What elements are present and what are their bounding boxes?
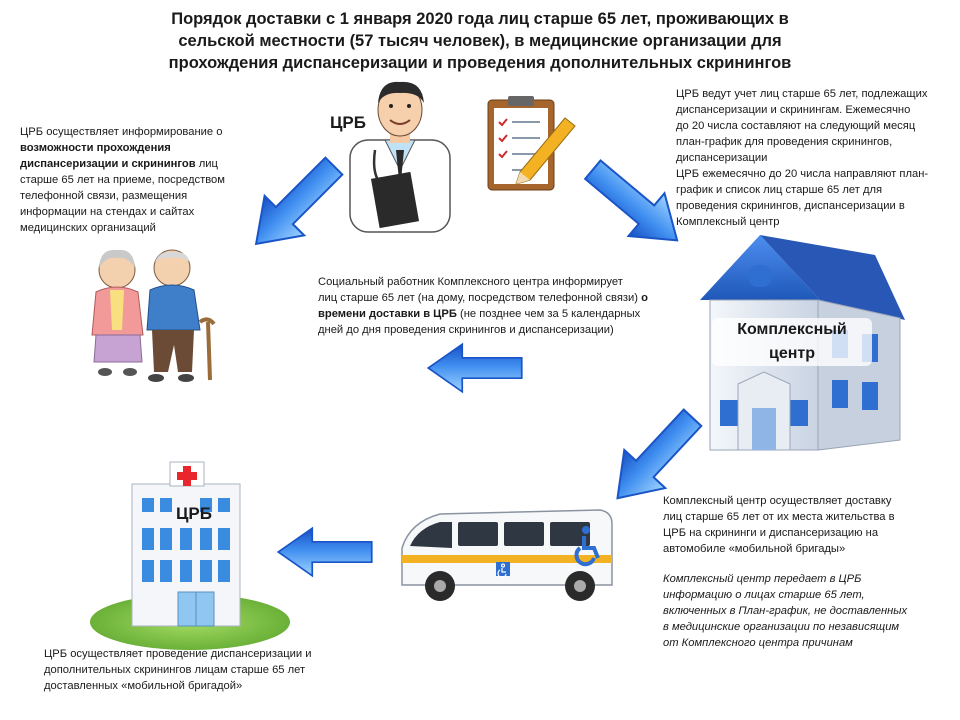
complex-center-label bbox=[712, 318, 872, 366]
complex-center-label-line-2: центр bbox=[768, 345, 815, 362]
middle-bold-span: времени доставки в ЦРБ bbox=[318, 308, 457, 320]
middle-block bbox=[318, 274, 688, 338]
title-line-3: прохождения диспансеризации и проведения дополнительных скринингов bbox=[168, 54, 792, 72]
left-info-line: телефонной связи, размещения bbox=[20, 190, 188, 202]
right-bottom-line: лиц старше 65 лет от их места жительства в bbox=[663, 511, 895, 523]
middle-bold-span: о bbox=[641, 292, 648, 304]
middle-span: лиц старше 65 лет (на дому, посредством телефонной связи) bbox=[318, 292, 642, 304]
bottom-left-line: дополнительных скринингов лицам старше 65 лет bbox=[44, 664, 306, 676]
bottom-left-line: ЦРБ осуществляет проведение диспансеризации и bbox=[44, 648, 312, 660]
spacer bbox=[663, 557, 953, 571]
left-info-line: старше 65 лет на приеме, посредством bbox=[20, 174, 225, 186]
middle-line: Социальный работник Комплексного центра информирует bbox=[318, 276, 623, 288]
arrow-van-to-crb bbox=[278, 528, 372, 576]
left-info-block bbox=[20, 124, 260, 236]
complex-center-label-line-1: Комплексный bbox=[737, 321, 847, 338]
bottom-left-block bbox=[44, 646, 364, 694]
title-line-1: Порядок доставки с 1 января 2020 года лиц старше 65 лет, проживающих в bbox=[171, 10, 789, 28]
middle-span: (не позднее чем за 5 календарных bbox=[456, 308, 641, 320]
right-bottom-line: Комплексный центр осуществляет доставку bbox=[663, 495, 892, 507]
crb-label-top: ЦРБ bbox=[330, 113, 366, 132]
right-top-line: проведения скринингов, диспансеризации в bbox=[676, 200, 905, 212]
crb-label-bottom: ЦРБ bbox=[176, 504, 212, 523]
clipboard-illustration bbox=[488, 96, 575, 190]
middle-line bbox=[318, 306, 688, 322]
left-info-bold-line: возможности прохождения bbox=[20, 142, 171, 154]
right-top-line: Комплексный центр bbox=[676, 216, 780, 228]
title-line-2: сельской местности (57 тысяч человек), в медицинские организации для bbox=[178, 32, 782, 50]
right-bottom-block bbox=[663, 493, 953, 651]
middle-line bbox=[318, 290, 688, 306]
bottom-left-line: доставленных «мобильной бригадой» bbox=[44, 680, 243, 692]
right-top-line: ЦРБ ежемесячно до 20 числа направляют план- bbox=[676, 168, 929, 180]
right-bottom-italic-line: в медицинские организации по независящим bbox=[663, 621, 900, 633]
middle-line: дней до дня проведения скринингов и диспансеризации) bbox=[318, 324, 614, 336]
right-top-line: до 20 числа составляют на следующий месяц bbox=[676, 120, 916, 132]
right-top-line: диспансеризации и скринингам. Ежемесячно bbox=[676, 104, 911, 116]
right-top-line: план-график для проведения скринингов, bbox=[676, 136, 893, 148]
left-info-line: ЦРБ осуществляет информирование о bbox=[20, 126, 223, 138]
mobile-brigade-van bbox=[402, 510, 612, 601]
right-top-line: ЦРБ ведут учет лиц старше 65 лет, подлежащих bbox=[676, 88, 928, 100]
left-info-bold-span: диспансеризации и скринингов bbox=[20, 158, 196, 170]
left-info-span: лиц bbox=[195, 158, 218, 170]
right-top-line: график и список лиц старше 65 лет для bbox=[676, 184, 883, 196]
right-bottom-italic-line: от Комплексного центра причинам bbox=[663, 637, 853, 649]
left-info-line: медицинских организаций bbox=[20, 222, 156, 234]
right-top-block bbox=[676, 86, 956, 230]
right-bottom-italic-line: Комплексный центр передает в ЦРБ bbox=[663, 573, 862, 585]
right-top-line: диспансеризации bbox=[676, 152, 768, 164]
right-bottom-line: автомобиле «мобильной бригады» bbox=[663, 543, 846, 555]
right-bottom-italic-line: включенных в План-график, не доставленных bbox=[663, 605, 908, 617]
left-info-mixed-line bbox=[20, 156, 260, 172]
right-bottom-line: ЦРБ на скрининги и диспансеризацию на bbox=[663, 527, 879, 539]
arrow-social-worker-to-elderly bbox=[428, 344, 522, 392]
hospital-building bbox=[90, 462, 290, 650]
left-info-line: информации на стендах и сайтах bbox=[20, 206, 195, 218]
elderly-couple-illustration bbox=[92, 250, 214, 382]
right-bottom-italic-line: информацию о лицах старше 65 лет, bbox=[663, 589, 865, 601]
doctor-illustration bbox=[350, 82, 450, 232]
